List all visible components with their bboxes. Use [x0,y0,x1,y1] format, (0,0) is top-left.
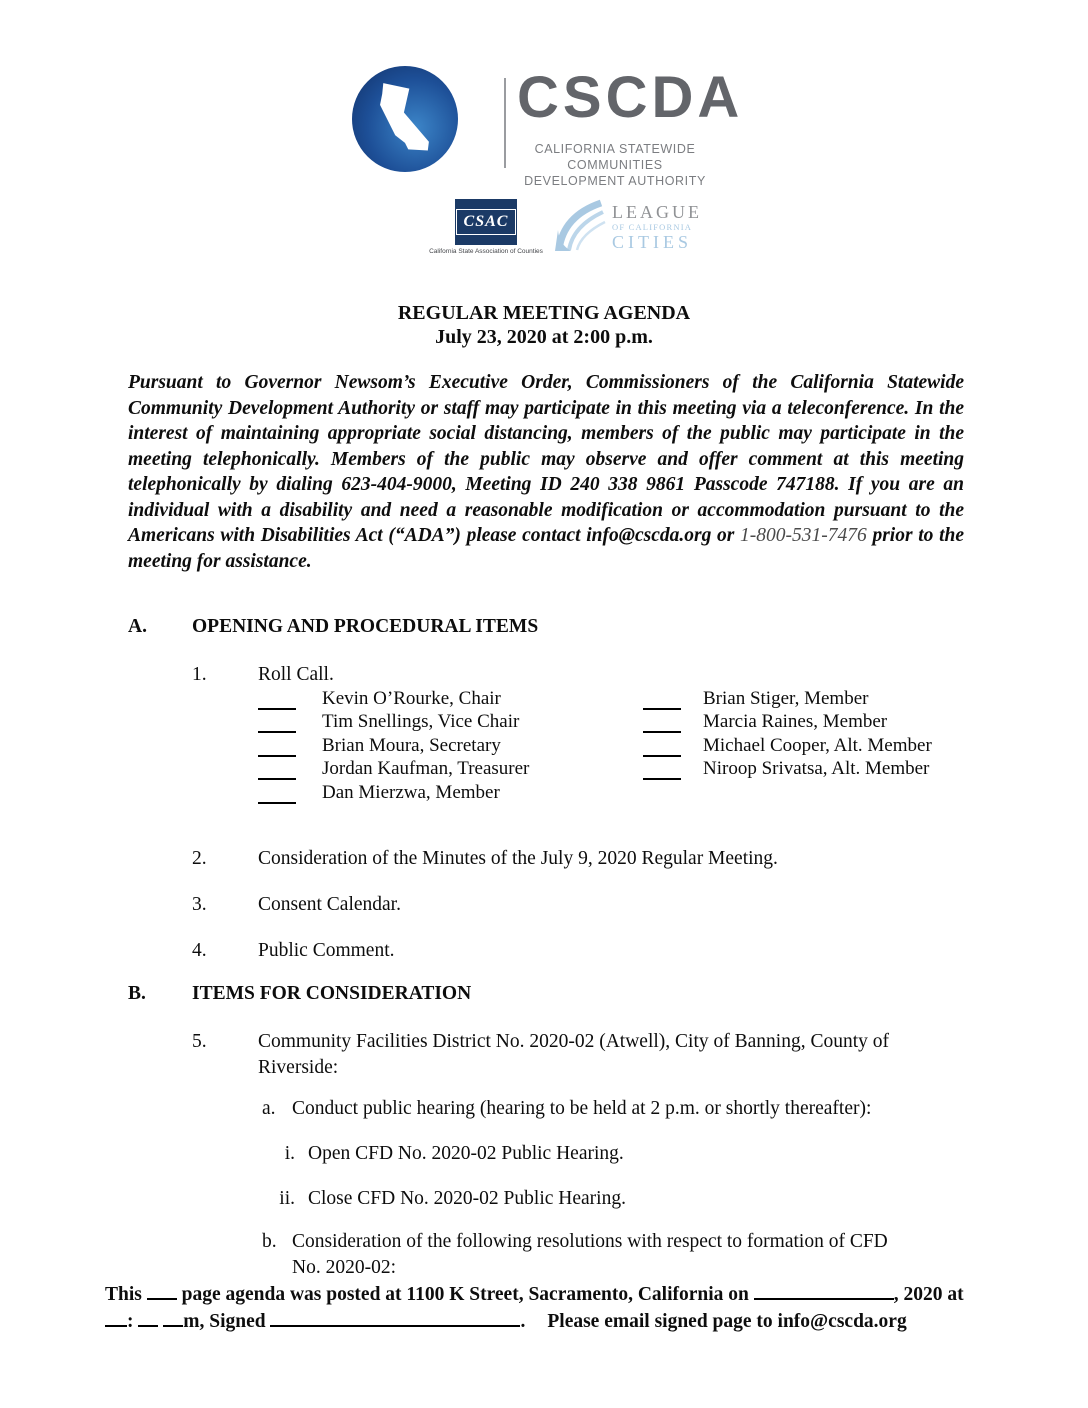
notice-text-before-phone: Pursuant to Governor Newsom’s Executive Order, Commissioners of the California Statewide Community Development Authority or staff may participate in this meeting via a teleconference. In the interest of maintaining appropriate social distancing, members of the public may participate in the meeting telephonically. Members of the public may observe and offer comment at this meeting telephonically by dialing 623-404-9000, Meeting ID 240 338 9861 Passcode 747188. If you are an individual with a disability and need a reasonable modification or accommodation pursuant to the Americans with Disabilities Act (“ADA”) please contact info@cscda.org or [128,372,964,546]
footer-text: , 2020 at [893,1284,964,1305]
footer-email-note: Please email signed page to info@cscda.org [547,1311,907,1332]
item-5a-marker: a. [262,1098,276,1119]
csac-wordmark: CSAC [456,209,517,235]
title-line1: REGULAR MEETING AGENDA [397,302,691,324]
footer-line2 [105,1308,1005,1335]
roll-call-right-column [643,686,932,780]
league-logo [612,203,732,252]
item-4-number: 4. [192,940,207,961]
roll-call-name: Brian Moura, Secretary [322,734,501,756]
item-4-text: Public Comment. [258,940,395,961]
roll-call-entry [643,733,932,757]
item-5a-ii-text: Close CFD No. 2020-02 Public Hearing. [308,1188,626,1209]
cscda-tagline-line1: CALIFORNIA STATEWIDE COMMUNITIES [534,142,696,172]
section-a-letter: A. [128,616,147,637]
item-5b-marker: b. [262,1231,277,1252]
footer-text: . [520,1311,526,1332]
item-4 [192,938,395,964]
item-1-roll-call [192,662,334,688]
california-state-icon [372,81,438,157]
item-5a-i [262,1141,624,1167]
roll-call-blank-line [643,716,681,733]
item-3-number: 3. [192,894,207,915]
title-line2: July 23, 2020 at 2:00 p.m. [435,326,653,348]
roll-call-name: Niroop Srivatsa, Alt. Member [703,758,930,780]
roll-call-blank-line [643,693,681,710]
cscda-wordmark: CSCDA [517,65,744,130]
item-5a-i-marker: i. [284,1143,295,1164]
roll-call-name: Michael Cooper, Alt. Member [703,734,932,756]
item-3-text: Consent Calendar. [258,894,401,915]
section-a-heading: OPENING AND PROCEDURAL ITEMS [192,616,539,637]
item-5-number: 5. [192,1031,207,1052]
item-5 [192,1029,906,1080]
roll-call-blank-line [258,693,296,710]
cscda-tagline-line2: DEVELOPMENT AUTHORITY [524,174,706,188]
notice-text-after-phone: prior to the meeting for assistance. [128,525,964,572]
document-title [0,301,1088,349]
page-count-blank [147,1284,177,1300]
roll-call-name: Tim Snellings, Vice Chair [322,711,520,733]
roll-call-blank-line [258,763,296,780]
minute-blank [138,1311,158,1327]
roll-call-entry [258,780,529,804]
footer-text: This [105,1284,142,1305]
roll-call-name: Kevin O’Rourke, Chair [322,687,501,709]
roll-call-name: Jordan Kaufman, Treasurer [322,758,530,780]
roll-call-entry [643,686,932,710]
item-5-text: Community Facilities District No. 2020-02 (Atwell), City of Banning, County of Riverside: [258,1031,889,1078]
roll-call-entry [258,733,529,757]
roll-call-blank-line [643,740,681,757]
footer-line1 [105,1281,1005,1308]
roll-call-blank-line [258,787,296,804]
item-2-number: 2. [192,848,207,869]
league-swoosh-icon [553,198,611,252]
roll-call-entry [258,757,529,781]
roll-call-left-column [258,686,529,804]
roll-call-blank-line [643,763,681,780]
section-b-letter: B. [128,983,146,1004]
ampm-blank [163,1311,183,1327]
item-5a-ii-marker: ii. [279,1188,295,1209]
footer-text: : [127,1311,134,1332]
roll-call-name: Marcia Raines, Member [703,711,888,733]
csac-logo [455,199,517,245]
section-b-heading: ITEMS FOR CONSIDERATION [192,983,472,1004]
item-1-label: Roll Call. [258,664,334,685]
league-line2: OF CALIFORNIA [612,222,693,232]
roll-call-entry [643,710,932,734]
hour-blank [105,1311,127,1327]
item-2-text: Consideration of the Minutes of the July 9, 2020 Regular Meeting. [258,848,778,869]
csac-caption: California State Association of Counties [429,248,543,255]
item-5a [262,1096,871,1122]
cscda-tagline [486,141,744,189]
item-1-number: 1. [192,664,207,685]
item-5a-ii [262,1186,626,1212]
roll-call-blank-line [258,740,296,757]
roll-call-entry [643,757,932,781]
item-5a-i-text: Open CFD No. 2020-02 Public Hearing. [308,1143,624,1164]
assistance-phone-number: 1-800-531-7476 [740,525,867,546]
signature-blank [270,1311,520,1327]
league-line1: LEAGUE [612,202,702,222]
footer-text: m, Signed [183,1311,266,1332]
item-5b-text: Consideration of the following resolutions with respect to formation of CFD No. 2020-02: [292,1231,888,1278]
posting-date-blank [754,1284,894,1300]
section-b-heading-row [128,983,471,1005]
teleconference-notice [128,370,964,574]
roll-call-entry [258,686,529,710]
footer-text: page agenda was posted at 1100 K Street, Sacramento, California on [181,1284,749,1305]
roll-call-entry [258,710,529,734]
item-5a-text: Conduct public hearing (hearing to be held at 2 p.m. or shortly thereafter): [292,1098,872,1119]
roll-call-name: Brian Stiger, Member [703,687,869,709]
section-a-heading-row [128,616,538,638]
item-5b [262,1229,910,1280]
cscda-logo-circle [352,66,458,172]
item-2 [192,846,778,872]
roll-call-name: Dan Mierzwa, Member [322,781,500,803]
roll-call-blank-line [258,716,296,733]
league-line3: CITIES [612,232,692,252]
item-3 [192,892,401,918]
posting-certification-footer [105,1281,1005,1335]
